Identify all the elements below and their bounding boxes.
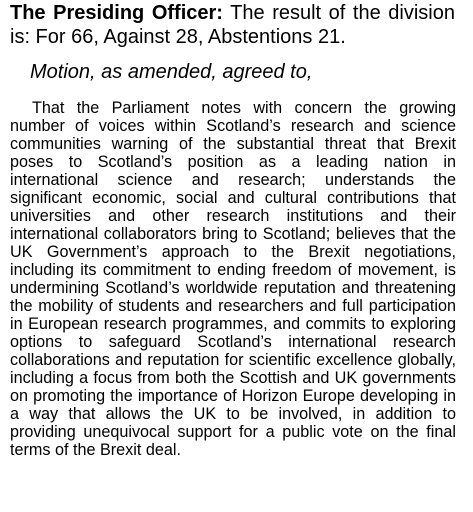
motion-text-paragraph: That the Parliament notes with concern the growing number of voices within Scotland’s research and science communities warning of the substantial threat that Brexit poses to Scotland’s position as a leading nation in international science and research; understands the significant economic, social and cultural contributions that universities and other research institutions and their international collaborators bring to Scotland; believes that the UK Government’s approach to the Brexit negotiations, including its commitment to ending freedom of movement, is undermining Scotland’s worldwide reputation and threatening the mobility of students and researchers and full participation in European research programmes, and commits to exploring options to safeguard Scotland’s international research collaborations and reputation for scientific excellence globally, including a focus from both the Scottish and UK governments on promoting the importance of Horizon Europe developing in a way that allows the UK to be involved, in addition to providing unequivocal support for a public vote on the final terms of the Brexit deal. [10, 99, 456, 459]
motion-heading: Motion, as amended, agreed to, [30, 61, 313, 83]
division-result-paragraph [10, 1, 455, 49]
division-result-text: The result of the division is: For 66, Against 28, Abstentions 21. [10, 2, 455, 48]
speaker-name: The Presiding Officer: [10, 2, 223, 24]
